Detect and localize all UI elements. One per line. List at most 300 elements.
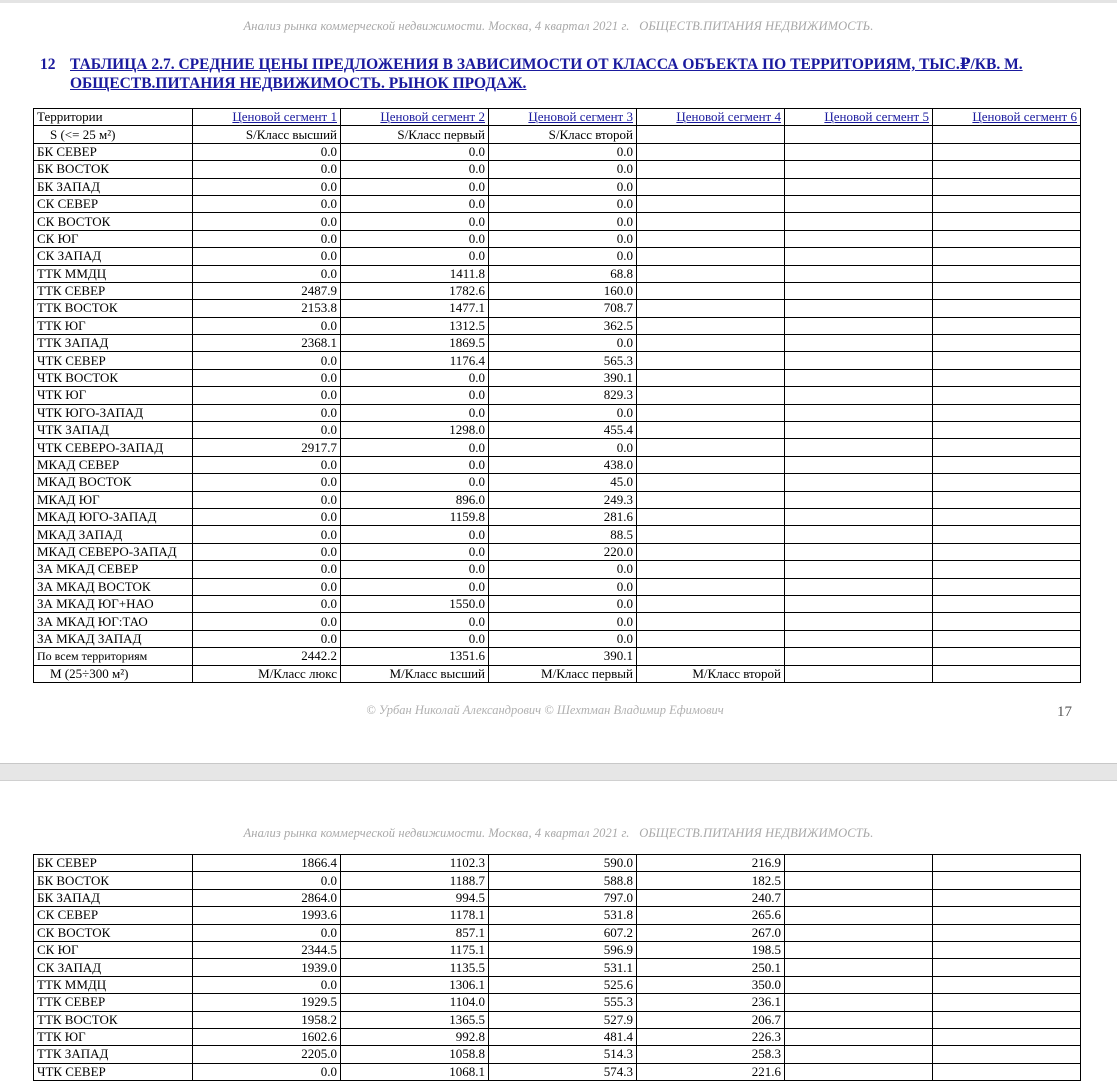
value-cell: 0.0 [193, 161, 341, 178]
value-cell [637, 422, 785, 439]
value-cell [933, 613, 1081, 630]
territory-cell: МКАД ВОСТОК [34, 474, 193, 491]
heading-link[interactable]: ТАБЛИЦА 2.7. СРЕДНИЕ ЦЕНЫ ПРЕДЛОЖЕНИЯ В ЗАВИСИМОСТИ ОТ КЛАССА ОБЪЕКТА ПО ТЕРРИТОРИЯМ, ТЫС.₽/КВ. М. ОБЩЕСТВ.ПИТАНИЯ НЕДВИЖИМОСТЬ. РЫНОК ПРОДАЖ. [70, 56, 1023, 92]
territory-cell: МКАД ЮГО-ЗАПАД [34, 508, 193, 525]
value-cell: 0.0 [193, 526, 341, 543]
table-row [34, 855, 1081, 872]
value-cell [785, 924, 933, 941]
value-cell: 994.5 [341, 889, 489, 906]
value-cell: 1102.3 [341, 855, 489, 872]
value-cell [785, 976, 933, 993]
value-cell [637, 230, 785, 247]
value-cell: 2205.0 [193, 1046, 341, 1063]
value-cell [637, 526, 785, 543]
page-header-text: Анализ рынка коммерческой недвижимости. Москва, 4 квартал 2021 г. [243, 826, 630, 840]
class-label [933, 126, 1081, 143]
value-cell [785, 404, 933, 421]
value-cell: 0.0 [341, 561, 489, 578]
value-cell: 0.0 [341, 195, 489, 212]
table-row [34, 456, 1081, 473]
table-row [34, 578, 1081, 595]
size-group-row [34, 126, 1081, 143]
value-cell [933, 976, 1081, 993]
value-cell: 0.0 [193, 265, 341, 282]
value-cell: 0.0 [489, 213, 637, 230]
value-cell [785, 855, 933, 872]
segment-link[interactable]: Ценовой сегмент 1 [232, 109, 337, 125]
territory-cell: ЧТК СЕВЕР [34, 352, 193, 369]
table-row [34, 178, 1081, 195]
value-cell: 249.3 [489, 491, 637, 508]
value-cell: 0.0 [341, 578, 489, 595]
value-cell: 226.3 [637, 1028, 785, 1045]
value-cell: 221.6 [637, 1063, 785, 1080]
table-row [34, 282, 1081, 299]
table-row [34, 543, 1081, 560]
value-cell [785, 230, 933, 247]
value-cell: 206.7 [637, 1011, 785, 1028]
page-number: 17 [1057, 704, 1072, 720]
page-header [0, 826, 1117, 841]
value-cell: 0.0 [489, 178, 637, 195]
total-row [34, 648, 1081, 665]
value-cell: 1068.1 [341, 1063, 489, 1080]
value-cell: 0.0 [193, 474, 341, 491]
value-cell: 1929.5 [193, 994, 341, 1011]
segment-link[interactable]: Ценовой сегмент 2 [380, 109, 485, 125]
value-cell: 531.8 [489, 907, 637, 924]
value-cell [933, 352, 1081, 369]
value-cell: 0.0 [193, 248, 341, 265]
value-cell: 182.5 [637, 872, 785, 889]
table-row [34, 526, 1081, 543]
segment-link[interactable]: Ценовой сегмент 5 [824, 109, 929, 125]
value-cell [785, 387, 933, 404]
total-value-cell [637, 648, 785, 665]
value-cell: 281.6 [489, 508, 637, 525]
value-cell: 0.0 [341, 474, 489, 491]
territory-cell: МКАД ЗАПАД [34, 526, 193, 543]
table-row [34, 335, 1081, 352]
value-cell [785, 439, 933, 456]
value-cell: 531.1 [489, 959, 637, 976]
territory-cell: БК ЗАПАД [34, 178, 193, 195]
territory-cell: ТТК СЕВЕР [34, 994, 193, 1011]
value-cell: 216.9 [637, 855, 785, 872]
value-cell [637, 630, 785, 647]
value-cell [637, 595, 785, 612]
segment-header-4 [637, 109, 785, 126]
value-cell [785, 491, 933, 508]
value-cell [933, 595, 1081, 612]
value-cell [785, 907, 933, 924]
value-cell: 198.5 [637, 941, 785, 958]
value-cell [933, 335, 1081, 352]
viewer-top-edge [0, 0, 1117, 3]
value-cell: 565.3 [489, 352, 637, 369]
table-row [34, 959, 1081, 976]
value-cell: 0.0 [489, 335, 637, 352]
territory-cell: ЧТК ЗАПАД [34, 422, 193, 439]
value-cell: 0.0 [341, 248, 489, 265]
value-cell [933, 456, 1081, 473]
value-cell: 1188.7 [341, 872, 489, 889]
value-cell [637, 404, 785, 421]
value-cell [933, 1063, 1081, 1080]
value-cell: 481.4 [489, 1028, 637, 1045]
value-cell [637, 161, 785, 178]
value-cell: 1866.4 [193, 855, 341, 872]
value-cell: 0.0 [193, 578, 341, 595]
value-cell: 1159.8 [341, 508, 489, 525]
value-cell: 1869.5 [341, 335, 489, 352]
value-cell: 0.0 [193, 422, 341, 439]
table-row [34, 595, 1081, 612]
territory-cell: БК СЕВЕР [34, 143, 193, 160]
value-cell: 1306.1 [341, 976, 489, 993]
value-cell [785, 959, 933, 976]
value-cell: 0.0 [489, 613, 637, 630]
heading-number: 12 [40, 56, 56, 73]
value-cell [637, 265, 785, 282]
price-table [33, 108, 1081, 683]
class-label [637, 126, 785, 143]
value-cell: 0.0 [341, 161, 489, 178]
value-cell: 0.0 [341, 543, 489, 560]
territory-cell: ТТК ЗАПАД [34, 335, 193, 352]
value-cell [933, 1028, 1081, 1045]
size-group-row [34, 665, 1081, 682]
value-cell: 527.9 [489, 1011, 637, 1028]
value-cell [785, 161, 933, 178]
value-cell: 2487.9 [193, 282, 341, 299]
value-cell [933, 924, 1081, 941]
class-label [785, 126, 933, 143]
value-cell [785, 335, 933, 352]
value-cell: 0.0 [341, 369, 489, 386]
value-cell: 0.0 [193, 630, 341, 647]
value-cell: 267.0 [637, 924, 785, 941]
territory-cell: СК СЕВЕР [34, 907, 193, 924]
value-cell: 1411.8 [341, 265, 489, 282]
value-cell [637, 491, 785, 508]
value-cell [785, 178, 933, 195]
territory-cell: ЗА МКАД СЕВЕР [34, 561, 193, 578]
value-cell [933, 630, 1081, 647]
table-row [34, 369, 1081, 386]
value-cell: 0.0 [341, 526, 489, 543]
value-cell: 1298.0 [341, 422, 489, 439]
value-cell: 68.8 [489, 265, 637, 282]
table-row [34, 404, 1081, 421]
value-cell [785, 595, 933, 612]
territory-cell: ЗА МКАД ЮГ:ТАО [34, 613, 193, 630]
value-cell: 258.3 [637, 1046, 785, 1063]
value-cell: 588.8 [489, 872, 637, 889]
value-cell [785, 578, 933, 595]
territory-cell: СК ЗАПАД [34, 248, 193, 265]
value-cell: 0.0 [193, 491, 341, 508]
value-cell [785, 613, 933, 630]
value-cell: 88.5 [489, 526, 637, 543]
value-cell: 0.0 [193, 456, 341, 473]
segment-header-3 [489, 109, 637, 126]
value-cell [933, 889, 1081, 906]
table-row [34, 265, 1081, 282]
value-cell: 0.0 [193, 613, 341, 630]
value-cell: 857.1 [341, 924, 489, 941]
value-cell: 236.1 [637, 994, 785, 1011]
segment-link[interactable]: Ценовой сегмент 4 [676, 109, 781, 125]
value-cell: 265.6 [637, 907, 785, 924]
value-cell [933, 282, 1081, 299]
value-cell [637, 369, 785, 386]
table-row [34, 941, 1081, 958]
value-cell [933, 178, 1081, 195]
value-cell [933, 213, 1081, 230]
territory-cell: ЧТК СЕВЕР [34, 1063, 193, 1080]
value-cell [785, 630, 933, 647]
value-cell [637, 439, 785, 456]
class-label: S/Класс второй [489, 126, 637, 143]
value-cell: 0.0 [489, 161, 637, 178]
segment-header-5 [785, 109, 933, 126]
value-cell [785, 474, 933, 491]
value-cell [637, 143, 785, 160]
territory-cell: БК ВОСТОК [34, 872, 193, 889]
value-cell [637, 195, 785, 212]
value-cell: 0.0 [193, 230, 341, 247]
total-value-cell [785, 648, 933, 665]
value-cell [933, 143, 1081, 160]
value-cell: 0.0 [341, 213, 489, 230]
value-cell: 0.0 [489, 595, 637, 612]
value-cell [785, 369, 933, 386]
territory-cell: ЧТК ЮГ [34, 387, 193, 404]
value-cell: 1104.0 [341, 994, 489, 1011]
value-cell: 2153.8 [193, 300, 341, 317]
territory-cell: ТТК ММДЦ [34, 976, 193, 993]
value-cell [785, 352, 933, 369]
page-header [0, 19, 1117, 34]
page-footer-copyright: © Урбан Николай Александрович © Шехтман Владимир Ефимович [366, 703, 724, 717]
value-cell [933, 941, 1081, 958]
value-cell: 0.0 [341, 613, 489, 630]
value-cell: 0.0 [193, 178, 341, 195]
value-cell: 2864.0 [193, 889, 341, 906]
size-group-label: S (<= 25 м²) [34, 126, 193, 143]
value-cell [933, 561, 1081, 578]
value-cell: 1993.6 [193, 907, 341, 924]
territory-cell: ТТК ЮГ [34, 1028, 193, 1045]
value-cell: 0.0 [193, 595, 341, 612]
value-cell: 0.0 [341, 143, 489, 160]
territory-cell: ТТК ММДЦ [34, 265, 193, 282]
total-value-cell [933, 648, 1081, 665]
territory-cell: ЗА МКАД ЮГ+НАО [34, 595, 193, 612]
territory-cell: ТТК ВОСТОК [34, 1011, 193, 1028]
table-row [34, 630, 1081, 647]
value-cell [785, 1063, 933, 1080]
value-cell [933, 387, 1081, 404]
table-row [34, 872, 1081, 889]
total-label: По всем территориям [34, 648, 193, 665]
value-cell: 1602.6 [193, 1028, 341, 1045]
table-row [34, 387, 1081, 404]
value-cell: 1477.1 [341, 300, 489, 317]
territory-cell: ТТК ВОСТОК [34, 300, 193, 317]
value-cell [933, 1046, 1081, 1063]
table-row [34, 924, 1081, 941]
class-label [785, 665, 933, 682]
value-cell: 0.0 [193, 404, 341, 421]
territory-cell: ТТК ЗАПАД [34, 1046, 193, 1063]
class-label [933, 665, 1081, 682]
value-cell [933, 474, 1081, 491]
value-cell [637, 352, 785, 369]
territory-cell: СК ВОСТОК [34, 213, 193, 230]
value-cell [785, 561, 933, 578]
value-cell [933, 907, 1081, 924]
value-cell [933, 578, 1081, 595]
value-cell [933, 317, 1081, 334]
value-cell: 0.0 [193, 508, 341, 525]
value-cell: 0.0 [341, 630, 489, 647]
value-cell [785, 526, 933, 543]
value-cell: 0.0 [193, 924, 341, 941]
value-cell [785, 1046, 933, 1063]
value-cell [933, 994, 1081, 1011]
value-cell: 160.0 [489, 282, 637, 299]
value-cell [785, 941, 933, 958]
territory-cell: СК ВОСТОК [34, 924, 193, 941]
table-row [34, 994, 1081, 1011]
segment-link[interactable]: Ценовой сегмент 6 [972, 109, 1077, 125]
value-cell [785, 300, 933, 317]
value-cell [933, 248, 1081, 265]
territory-cell: ЧТК СЕВЕРО-ЗАПАД [34, 439, 193, 456]
value-cell: 1178.1 [341, 907, 489, 924]
value-cell [637, 561, 785, 578]
value-cell: 1135.5 [341, 959, 489, 976]
table-row [34, 439, 1081, 456]
value-cell: 0.0 [489, 230, 637, 247]
value-cell: 220.0 [489, 543, 637, 560]
table-row [34, 508, 1081, 525]
table-row [34, 213, 1081, 230]
value-cell: 240.7 [637, 889, 785, 906]
total-value-cell: 390.1 [489, 648, 637, 665]
territory-cell: МКАД СЕВЕР [34, 456, 193, 473]
table-row [34, 1011, 1081, 1028]
class-label: M/Класс люкс [193, 665, 341, 682]
table-row [34, 474, 1081, 491]
table-row [34, 300, 1081, 317]
page-header-text: Анализ рынка коммерческой недвижимости. Москва, 4 квартал 2021 г. [243, 19, 630, 33]
value-cell [933, 404, 1081, 421]
value-cell [785, 282, 933, 299]
table-row [34, 352, 1081, 369]
value-cell: 0.0 [193, 195, 341, 212]
value-cell: 390.1 [489, 369, 637, 386]
value-cell [637, 578, 785, 595]
territory-cell: СК ЮГ [34, 941, 193, 958]
value-cell [637, 178, 785, 195]
value-cell [933, 369, 1081, 386]
value-cell: 2344.5 [193, 941, 341, 958]
value-cell: 0.0 [341, 456, 489, 473]
value-cell: 0.0 [489, 195, 637, 212]
value-cell [933, 195, 1081, 212]
value-cell: 0.0 [193, 543, 341, 560]
value-cell [785, 317, 933, 334]
value-cell [637, 613, 785, 630]
value-cell: 1176.4 [341, 352, 489, 369]
territory-cell: ЗА МКАД ЗАПАД [34, 630, 193, 647]
value-cell: 0.0 [193, 143, 341, 160]
value-cell: 829.3 [489, 387, 637, 404]
value-cell: 574.3 [489, 1063, 637, 1080]
value-cell: 0.0 [489, 404, 637, 421]
table-row [34, 491, 1081, 508]
value-cell: 0.0 [341, 439, 489, 456]
value-cell: 0.0 [193, 352, 341, 369]
value-cell: 525.6 [489, 976, 637, 993]
value-cell [785, 889, 933, 906]
table-row [34, 1028, 1081, 1045]
value-cell [933, 439, 1081, 456]
value-cell: 250.1 [637, 959, 785, 976]
territory-header: Территории [34, 109, 193, 126]
page-header-topic: ОБЩЕСТВ.ПИТАНИЯ НЕДВИЖИМОСТЬ. [639, 19, 874, 33]
value-cell [785, 195, 933, 212]
segment-link[interactable]: Ценовой сегмент 3 [528, 109, 633, 125]
value-cell [933, 1011, 1081, 1028]
value-cell [785, 994, 933, 1011]
page-header-topic: ОБЩЕСТВ.ПИТАНИЯ НЕДВИЖИМОСТЬ. [639, 826, 874, 840]
territory-cell: СК СЕВЕР [34, 195, 193, 212]
table-row [34, 230, 1081, 247]
value-cell [785, 265, 933, 282]
class-label: S/Класс высший [193, 126, 341, 143]
value-cell [933, 543, 1081, 560]
value-cell: 1958.2 [193, 1011, 341, 1028]
value-cell: 45.0 [489, 474, 637, 491]
class-label: M/Класс второй [637, 665, 785, 682]
value-cell: 708.7 [489, 300, 637, 317]
territory-cell: МКАД СЕВЕРО-ЗАПАД [34, 543, 193, 560]
value-cell [785, 872, 933, 889]
class-label: S/Класс первый [341, 126, 489, 143]
page-separator [0, 763, 1117, 781]
value-cell [637, 317, 785, 334]
territory-cell: ЧТК ВОСТОК [34, 369, 193, 386]
value-cell: 2368.1 [193, 335, 341, 352]
value-cell [933, 265, 1081, 282]
value-cell [785, 213, 933, 230]
table-row [34, 1046, 1081, 1063]
value-cell: 0.0 [489, 630, 637, 647]
value-cell: 1175.1 [341, 941, 489, 958]
value-cell: 0.0 [489, 578, 637, 595]
size-group-label: M (25÷300 м²) [34, 665, 193, 682]
value-cell [785, 422, 933, 439]
value-cell [933, 300, 1081, 317]
segment-header-6 [933, 109, 1081, 126]
value-cell [637, 474, 785, 491]
territory-cell: ТТК ЮГ [34, 317, 193, 334]
territory-cell: БК СЕВЕР [34, 855, 193, 872]
